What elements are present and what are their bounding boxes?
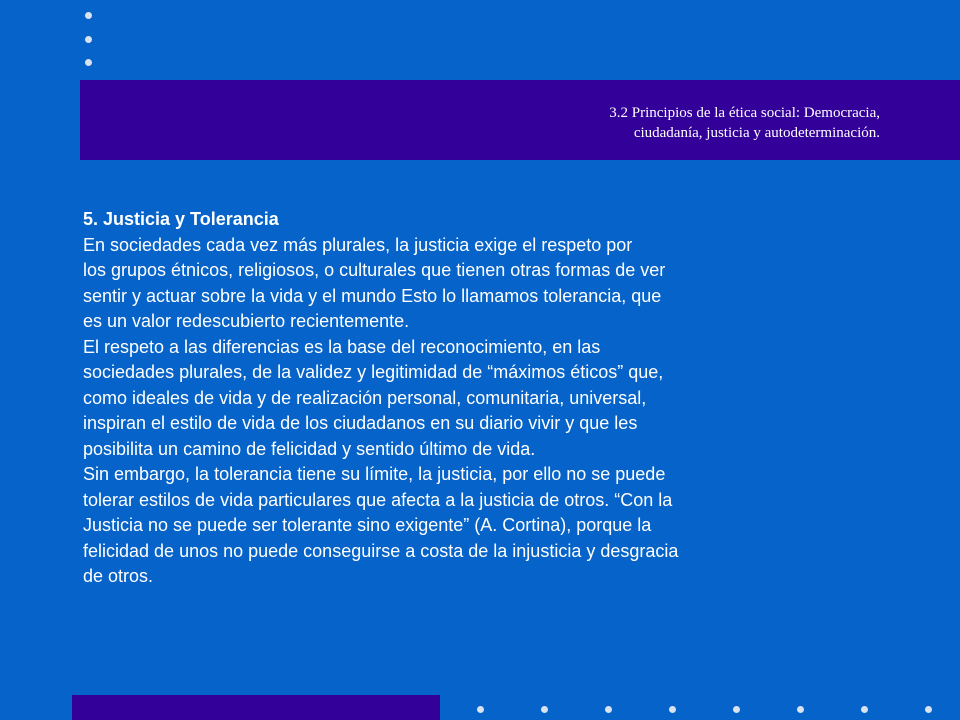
- body-line: Sin embargo, la tolerancia tiene su límite, la justicia, por ello no se puede: [83, 464, 666, 484]
- decorative-dot: [85, 12, 92, 19]
- decorative-dot: [669, 706, 676, 713]
- decorative-dot: [733, 706, 740, 713]
- body-line: sentir y actuar sobre la vida y el mundo Esto lo llamamos tolerancia, que: [83, 285, 662, 306]
- body-line: En sociedades cada vez más plurales, la justicia exige el respeto por: [83, 234, 633, 255]
- decorative-dot: [85, 36, 92, 43]
- slide-body: [83, 207, 803, 590]
- slide-title: [609, 103, 880, 143]
- decorative-dot: [477, 706, 484, 713]
- slide-title-line-1: 3.2 Principios de la ética social: Democracia,: [609, 105, 880, 121]
- decorative-dot: [925, 706, 932, 713]
- decorative-dot: [861, 706, 868, 713]
- body-line: posibilita un camino de felicidad y sentido último de vida.: [83, 438, 536, 459]
- slide-title-line-2: ciudadanía, justicia y autodeterminación.: [633, 125, 880, 141]
- body-line: felicidad de unos no puede conseguirse a costa de la injusticia y desgracia: [83, 540, 679, 561]
- body-line: de otros.: [83, 566, 154, 586]
- body-line: tolerar estilos de vida particulares que afecta a la justicia de otros. “Con la: [83, 489, 673, 510]
- body-line: los grupos étnicos, religiosos, o culturales que tienen otras formas de ver: [83, 260, 666, 280]
- bottom-band: [72, 695, 440, 720]
- body-line: como ideales de vida y de realización personal, comunitaria, universal,: [83, 387, 647, 408]
- decorative-dot: [85, 59, 92, 66]
- decorative-dot: [797, 706, 804, 713]
- body-line: es un valor redescubierto recientemente.: [83, 311, 410, 331]
- decorative-dot: [605, 706, 612, 713]
- decorative-dot: [541, 706, 548, 713]
- body-line: sociedades plurales, de la validez y legitimidad de “máximos éticos” que,: [83, 362, 664, 382]
- title-band: [80, 80, 960, 160]
- body-line: Justicia no se puede ser tolerante sino exigente” (A. Cortina), porque la: [83, 515, 652, 535]
- body-line: inspiran el estilo de vida de los ciudadanos en su diario vivir y que les: [83, 413, 638, 433]
- body-line: El respeto a las diferencias es la base del reconocimiento, en las: [83, 336, 601, 357]
- section-heading: 5. Justicia y Tolerancia: [83, 209, 279, 229]
